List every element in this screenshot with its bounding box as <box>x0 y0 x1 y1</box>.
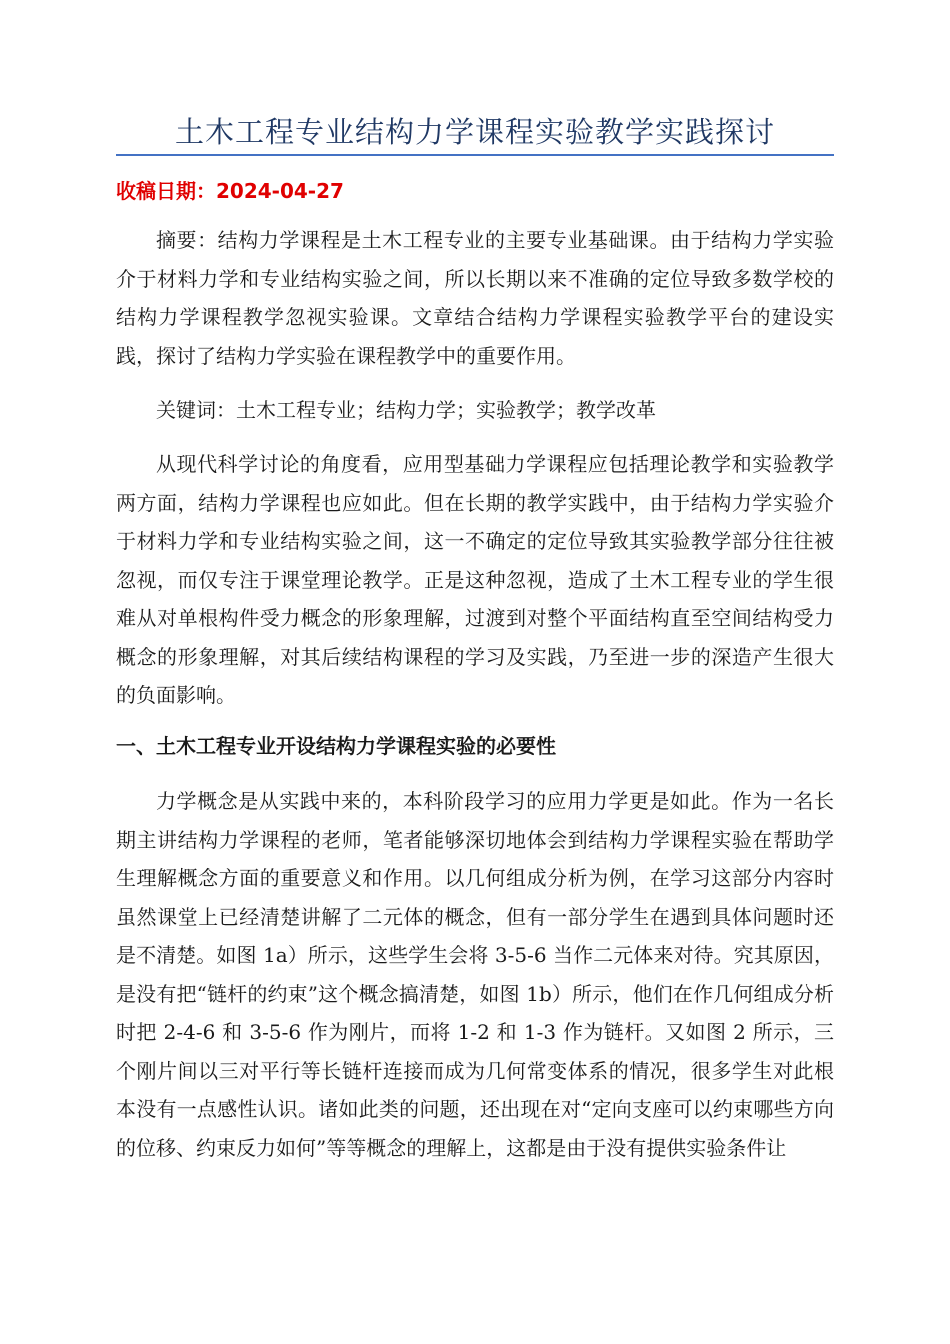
document-title: 土木工程专业结构力学课程实验教学实践探讨 <box>174 115 775 149</box>
section-body-paragraph: 力学概念是从实践中来的，本科阶段学习的应用力学更是如此。作为一名长期主讲结构力学课程的老师，笔者能够深切地体会到结构力学课程实验在帮助学生理解概念方面的重要意义和作用。以几何组成分析为例，在学习这部分内容时虽然课堂上已经清楚讲解了二元体的概念，但有一部分学生在遇到具体问题时还是不清楚。如图 1a）所示，这些学生会将 3-5-6 当作二元体来对待。究其原因，是没有把“链杆的约束”这个概念搞清楚，如图 1b）所示，他们在作几何组成分析时把 2-4-6 和 3-5-6 作为刚片，而将 1-2 和 1-3 作为链杆。又如图 2 所示，三个刚片间以三对平行等长链杆连接而成为几何常变体系的情况，很多学生对此根本没有一点感性认识。诸如此类的问题，还出现在对“定向支座可以约束哪些方向的位移、约束反力如何”等等概念的理解上，这都是由于没有提供实验条件让 <box>116 789 834 1160</box>
intro-paragraph: 从现代科学讨论的角度看，应用型基础力学课程应包括理论教学和实验教学两方面，结构力学课程也应如此。但在长期的教学实践中，由于结构力学实验介于材料力学和专业结构实验之间，这一不确定的定位导致其实验教学部分往往被忽视，而仅专注于课堂理论教学。正是这种忽视，造成了土木工程专业的学生很难从对单根构件受力概念的形象理解，过渡到对整个平面结构直至空间结构受力概念的形象理解，对其后续结构课程的学习及实践，乃至进一步的深造产生很大的负面影响。 <box>116 452 834 707</box>
keywords-paragraph: 关键词：土木工程专业；结构力学；实验教学；教学改革 <box>156 398 656 422</box>
title-underline <box>116 154 834 156</box>
abstract-paragraph: 摘要：结构力学课程是土木工程专业的主要专业基础课。由于结构力学实验介于材料力学和专业结构实验之间，所以长期以来不准确的定位导致多数学校的结构力学课程教学忽视实验课。文章结合结构力学课程实验教学平台的建设实践，探讨了结构力学实验在课程教学中的重要作用。 <box>116 228 834 368</box>
section-heading: 一、土木工程专业开设结构力学课程实验的必要性 <box>116 734 556 758</box>
received-date: 收稿日期：2024-04-27 <box>116 179 344 203</box>
